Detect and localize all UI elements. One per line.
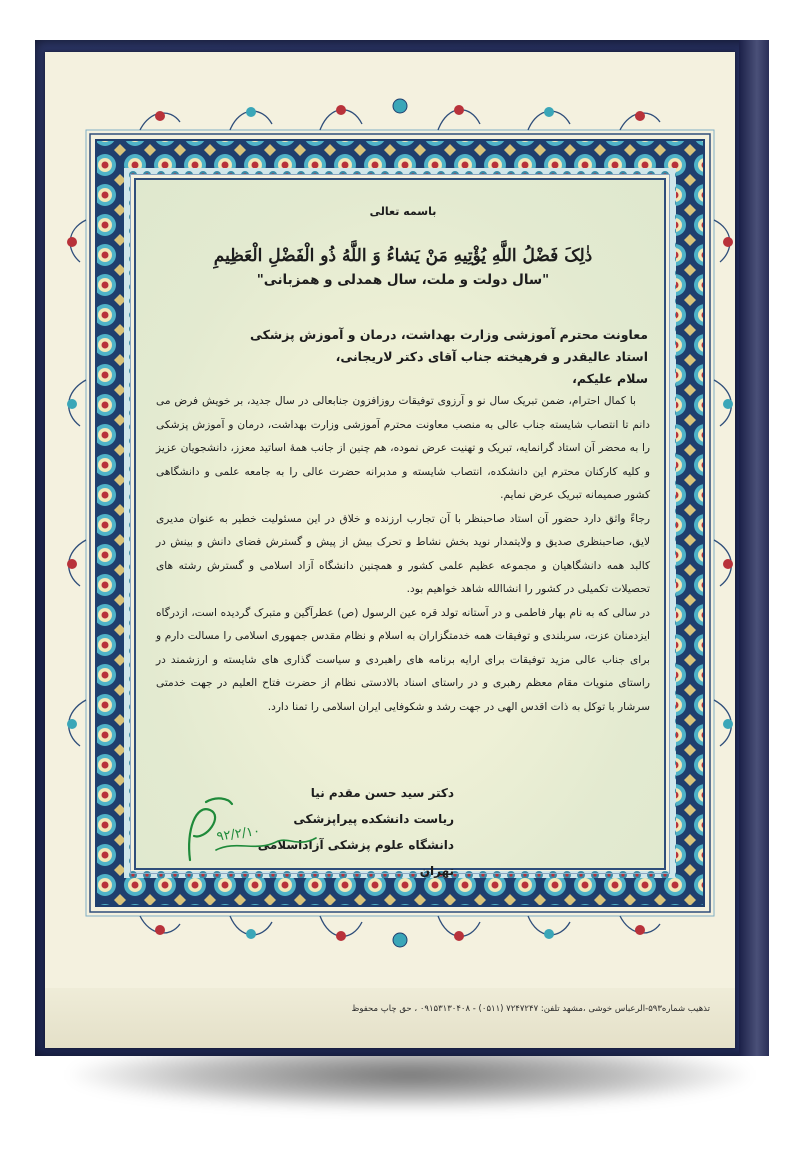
paragraph-2: رجاءً واثق دارد حضور آن استاد صاحبنظر با آن تجارب ارزنده و خلاق در این مسئولیت خطیر به عنوان مدیری لایق، صاحبنظری صدیق و ولایتمدار نوید بخش نشاط و تحرک بیش از پیش و گسترش فضای دانش و بینش در کالبد همه دانشگاهیان و مجموعه عظیم علمی کشور و همچنین دانشگاه آزاد اسلامی و گسترش رشته های تحصیلات تکمیلی در کشور را انشاالله شاهد خواهیم بود.: [156, 512, 650, 595]
paragraph-1: با کمال احترام، ضمن تبریک سال نو و آرزوی توفیقات روزافزون جنابعالی در سال جدید، بر خویش فرض می دانم تا انتصاب شایسته جناب عالی به منصب معاونت محترم آموزشی وزارت بهداشت، درمان و آموزش پزشکی را به محضر آن استاد گرانمایه، تبریک و تهنیت عرض نموده، هم چنین از جانب همهٔ اساتید معزز، دانشجویان عزیز و کلیه کارکنان محترم این دانشکده، انتصاب شایسته و مدبرانه حضرت عالی را به جامعه علمی و دانشگاهی کشور صمیمانه تبریک عرض نمایم.: [156, 395, 650, 501]
quran-verse: ذٰلِکَ فَضْلُ اللَّهِ یُؤْتِیهِ مَنْ یَشاءُ وَ اللَّهُ ذُو الْفَضْلِ الْعَظِیمِ: [213, 246, 593, 266]
year-motto: "سال دولت و ملت، سال همدلی و همزبانی": [256, 272, 550, 288]
signer-title: ریاست دانشکده پیراپزشکی: [293, 812, 454, 826]
handwritten-signature: [176, 790, 326, 880]
top-flowers: [155, 99, 645, 121]
paragraph-3: در سالی که به نام بهار فاطمی و در آستانه تولد قره عین الرسول (ص) عطرآگین و متبرک گردیده است، ازدرگاه ایزدمنان عزت، سربلندی و توفیقات همه خدمتگزاران به اسلام و نظام مقدس جمهوری اسلامی را مسالت دارم و برای جناب عالی مزید توفیقات برای ارایه برنامه های راهبردی و سیاست گذاری های شایسته و ارزشمند در راستای منویات مقام معظم رهبری و در راستای اسناد بالادستی نظام از حضرت فتاح العلیم در جهت خدمتی سرشار با توکل به ذات اقدس الهی در جهت رشد و شکوفایی ایران اسلامی را تمنا دارد.: [156, 606, 650, 713]
recipient-line-1: معاونت محترم آموزشی وزارت بهداشت، درمان و آموزش پزشکی: [250, 327, 648, 342]
signer-organization: دانشگاه علوم پزشکی آزاداسلامی تهران: [257, 838, 454, 878]
header-basmala: باسمه تعالی: [369, 205, 437, 218]
bottom-flowers: [155, 925, 645, 947]
greeting: سلام علیکم،: [572, 371, 648, 386]
signer-name: دکتر سید حسن مقدم نیا: [310, 786, 454, 800]
letter-body: [154, 195, 652, 855]
printer-footer: تذهیب شماره۵۹۳-الرعباس خوشی ،مشهد تلفن: ۷۲۴۷۲۴۷ (۰۵۱۱) - ۰۹۱۵۳۱۳۰۴۰۸ ، حق چاپ محفوظ: [351, 1004, 710, 1014]
handwritten-date: ۹۲/۲/۱۰: [215, 823, 262, 845]
recipient-line-2: استاد عالیقدر و فرهیخته جناب آقای دکتر لاریجانی،: [335, 349, 648, 364]
